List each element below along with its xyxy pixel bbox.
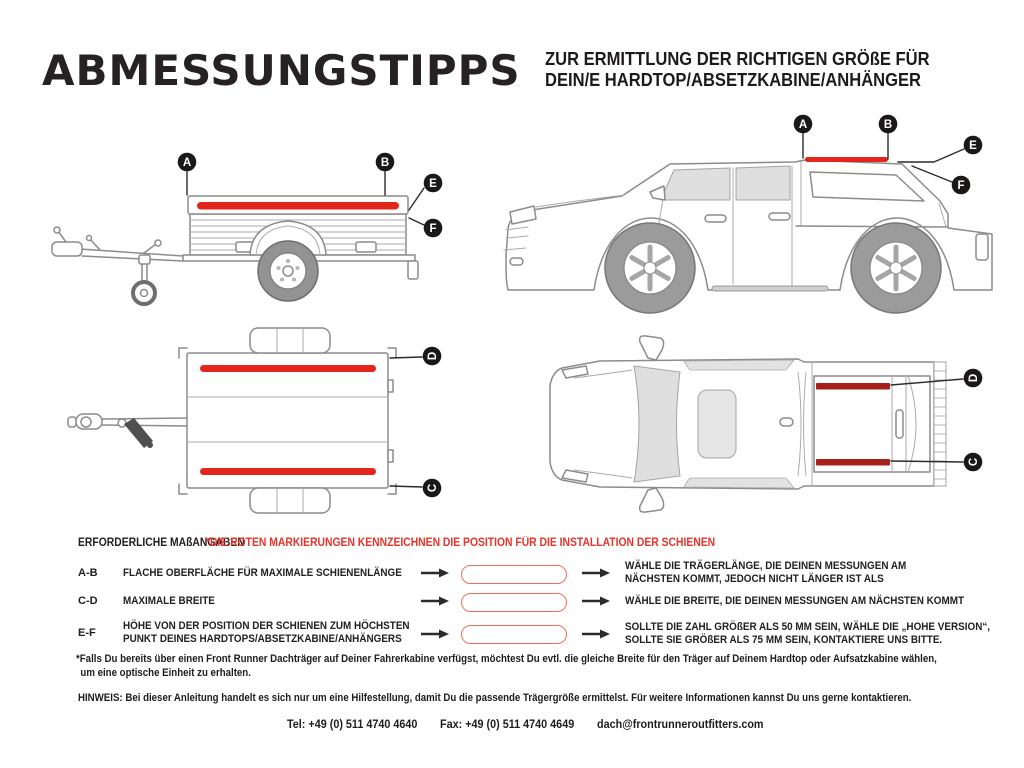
side-window-top	[684, 360, 794, 370]
trailer-side-view	[40, 122, 460, 322]
lug-1	[286, 259, 290, 263]
row-ef-label-line-1: HÖHE VON DER POSITION DER SCHIENEN ZUM HÖCHSTEN	[123, 620, 410, 632]
truck-top-bed	[814, 362, 946, 486]
mirror-top	[640, 336, 664, 360]
marker-f-letter: F	[957, 180, 965, 192]
safety-lever	[90, 239, 100, 250]
row-cd-code: C-D	[78, 595, 98, 607]
rear-door-handle	[769, 213, 790, 220]
jockey-crank-knob	[155, 240, 161, 246]
wheel-pod-bottom	[250, 488, 330, 513]
rail-red-stripe-top	[200, 365, 376, 372]
trailer-wheel	[250, 221, 326, 301]
trailer-side-illustration	[40, 122, 460, 322]
arrow-icon	[420, 567, 450, 579]
running-board	[712, 286, 828, 291]
page-subtitle	[545, 49, 963, 91]
row-ef-code: E-F	[78, 627, 96, 639]
rear-hub	[890, 262, 902, 274]
marker-d	[390, 347, 441, 366]
truck-top-illustration	[540, 330, 1010, 520]
marker-c-letter: C	[427, 483, 439, 493]
marker-f	[409, 218, 442, 237]
hint-note: HINWEIS: Bei dieser Anleitung handelt es sich nur um eine Hilfestellung, damit Du die passende Trägergröße ermittelst. Für weitere Informationen kannst Du uns gerne kontaktieren.	[78, 692, 912, 704]
marker-b-letter: B	[883, 119, 893, 131]
trailer-top-box	[179, 328, 396, 513]
contact-email: dach@frontrunneroutfitters.com	[597, 717, 764, 731]
row-cd-value-field[interactable]	[461, 593, 567, 612]
drawbar-bars	[80, 249, 183, 261]
rear-door-window	[736, 166, 790, 200]
bed-rail-line	[796, 226, 947, 227]
row-ab-code: A-B	[78, 567, 98, 579]
marker-a	[178, 153, 197, 195]
lug-3	[292, 278, 296, 282]
crank-knob	[147, 442, 153, 448]
fog-light	[510, 258, 523, 265]
marker-b	[376, 153, 395, 195]
arrow-icon	[420, 628, 450, 640]
jockey-hub	[141, 290, 148, 297]
row-ab-value-field[interactable]	[461, 565, 567, 584]
truck-top-view	[540, 330, 1010, 520]
marker-e	[898, 136, 982, 162]
coupler-knob	[54, 227, 60, 233]
hinge-bottom	[388, 450, 393, 462]
trailer-top-view	[40, 322, 460, 522]
jockey-wheel	[133, 240, 161, 304]
marker-e	[409, 174, 442, 210]
rail-red-stripe-bottom	[200, 468, 376, 475]
row-ef-result-line-1: SOLLTE DIE ZAHL GRÖßER ALS 50 MM SEIN, WÄHLE DIE „HOHE VERSION“,	[625, 621, 991, 633]
truck-side-view	[498, 100, 1010, 315]
row-ef-value-field[interactable]	[461, 625, 567, 644]
trailer-drawbar	[52, 227, 183, 261]
lug-5	[277, 266, 281, 270]
contact-tel: Tel: +49 (0) 511 4740 4640	[287, 717, 418, 731]
hatch-handle	[896, 410, 903, 438]
trailer-top-drawbar	[68, 414, 187, 448]
hitch-coupler	[52, 242, 82, 256]
page-title: ABMESSUNGSTIPPS	[42, 46, 521, 95]
crank-base	[118, 419, 126, 427]
lug-2	[296, 266, 300, 270]
hinge-top	[388, 380, 393, 392]
bed-red-stripe-bottom	[816, 459, 890, 466]
marker-c	[390, 479, 441, 498]
marker-a	[794, 115, 813, 158]
front-hub	[644, 262, 656, 274]
row-ab-result-line-1: WÄHLE DIE TRÄGERLÄNGE, DIE DEINEN MESSUNGEN AM	[625, 560, 907, 572]
trailer-top-illustration	[40, 322, 460, 522]
rear-bracket	[408, 261, 418, 279]
footnote-line-2: um eine optische Einheit zu erhalten.	[80, 666, 251, 679]
bed-inner	[814, 376, 930, 472]
measurements-heading: ERFORDERLICHE MAßANGABEN	[78, 537, 245, 549]
marker-e-letter: E	[429, 178, 437, 190]
mirror-bottom	[640, 488, 664, 512]
marker-b-letter: B	[380, 157, 390, 169]
coupler-ball	[81, 417, 91, 427]
coupler-cap	[68, 417, 76, 427]
sunroof	[698, 390, 736, 458]
row-cd-label: MAXIMALE BREITE	[123, 595, 215, 607]
rail-red-stripe	[197, 202, 399, 210]
box-latch-right	[356, 242, 376, 252]
tail-light	[976, 234, 988, 260]
canopy-red-stripe	[805, 157, 888, 162]
bed-red-stripe-top	[816, 383, 890, 390]
truck-front-wheel	[605, 223, 695, 313]
roof-antenna	[780, 418, 793, 426]
footnote	[76, 653, 1024, 680]
drawbar-bars	[102, 418, 187, 426]
marker-d-letter: D	[427, 351, 439, 361]
marker-d-letter: D	[968, 373, 980, 383]
footnote-line-1: *Falls Du bereits über einen Front Runner Dachträger auf Deiner Fahrerkabine verfügst, möchtest Du evtl. die gleiche Breite für den Träger auf Deinem Hardtop oder Aufsatzkabine wählen,	[76, 653, 937, 665]
marker-a-letter: A	[798, 119, 808, 131]
hub	[283, 266, 293, 276]
arrow-icon	[581, 567, 611, 579]
marker-e-letter: E	[969, 140, 977, 152]
row-ef-label-line-2: PUNKT DEINES HARDTOPS/ABSETZKABINE/ANHÄNGERS	[123, 633, 402, 645]
marker-f-letter: F	[429, 223, 437, 235]
row-ab-result	[625, 560, 938, 586]
subtitle-line-2: DEIN/E HARDTOP/ABSETZKABINE/ANHÄNGER	[545, 70, 922, 90]
red-markings-note: *DIE ROTEN MARKIERUNGEN KENNZEICHNEN DIE POSITION FÜR DIE INSTALLATION DER SCHIENEN	[206, 537, 716, 549]
contact-fax: Fax: +49 (0) 511 4740 4649	[440, 717, 575, 731]
row-ef-result	[625, 621, 1024, 647]
wheel-pod-top	[250, 328, 330, 353]
truck-rear-wheel	[851, 223, 941, 313]
truck-side-illustration	[498, 100, 1010, 315]
arrow-icon	[581, 595, 611, 607]
row-ab-label: FLACHE OBERFLÄCHE FÜR MAXIMALE SCHIENENLÄNGE	[123, 567, 402, 579]
marker-c-letter: C	[968, 457, 980, 467]
marker-b	[879, 115, 898, 159]
jockey-bracket	[139, 255, 150, 264]
arrow-icon	[581, 628, 611, 640]
row-ef-label	[123, 620, 441, 646]
row-ab-result-line-2: NÄCHSTEN KOMMT, JEDOCH NICHT LÄNGER IST ALS	[625, 573, 884, 585]
trailer-top-rail	[188, 196, 408, 214]
marker-a-letter: A	[182, 157, 192, 169]
windshield	[634, 366, 680, 482]
jockey-crank	[144, 244, 156, 253]
subtitle-line-1: ZUR ERMITTLUNG DER RICHTIGEN GRÖßE FÜR	[545, 49, 930, 69]
box-top	[187, 353, 388, 488]
row-cd-result: WÄHLE DIE BREITE, DIE DEINEN MESSUNGEN AM NÄCHSTEN KOMMT	[625, 595, 965, 607]
front-door-handle	[705, 215, 726, 222]
lug-4	[280, 278, 284, 282]
side-window-bottom	[684, 478, 794, 488]
row-ef-result-line-2: SOLLTE SIE GRÖßER ALS 75 MM SEIN, KONTAKTIERE UNS BITTE.	[625, 634, 943, 646]
safety-knob	[87, 236, 92, 241]
arrow-icon	[420, 595, 450, 607]
